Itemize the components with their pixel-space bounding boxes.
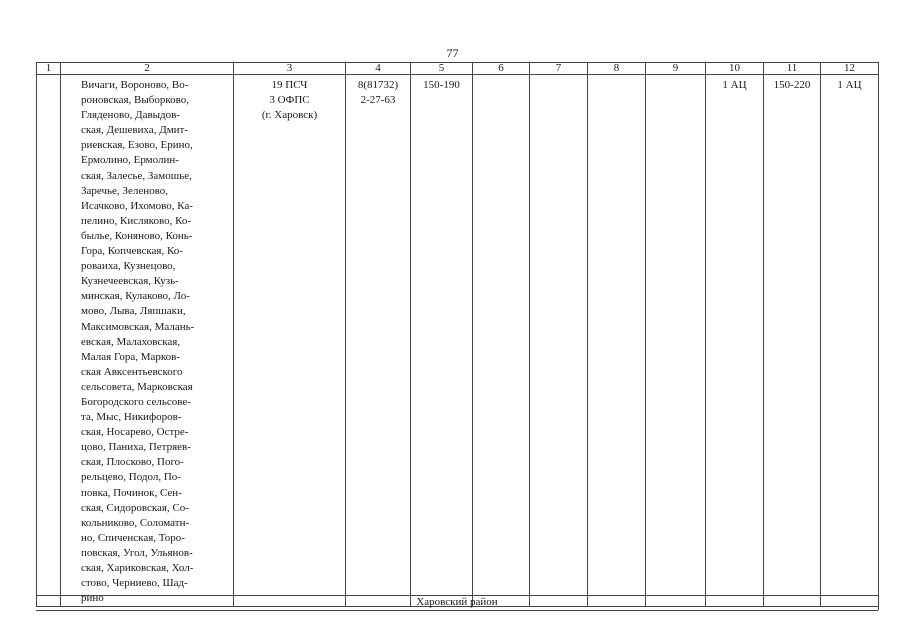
column-header-1: 1 — [37, 63, 61, 75]
cell-col-10: 1 АЦ — [706, 75, 764, 607]
cell-col-8 — [588, 75, 646, 607]
cell-settlements — [61, 75, 234, 607]
cell-col-12: 1 АЦ — [821, 75, 879, 607]
cell-col-5: 150-190 — [411, 75, 473, 607]
footer-bottom-line — [36, 610, 878, 611]
cell-fire-unit — [234, 75, 346, 607]
cell-col-6 — [473, 75, 530, 607]
cell-col-11: 150-220 — [764, 75, 821, 607]
column-header-11: 11 — [764, 63, 821, 75]
column-header-3: 3 — [234, 63, 346, 75]
fire-service-table — [36, 62, 879, 607]
table-row — [37, 75, 879, 607]
cell-col-9 — [646, 75, 706, 607]
column-header-12: 12 — [821, 63, 879, 75]
footer-region-label: Харовский район — [416, 596, 498, 608]
column-header-5: 5 — [411, 63, 473, 75]
cell-number — [37, 75, 61, 607]
column-header-9: 9 — [646, 63, 706, 75]
column-header-2: 2 — [61, 63, 234, 75]
cell-col-7 — [530, 75, 588, 607]
fire-unit-text: 19 ПСЧ 3 ОФПС (г. Харовск) — [261, 79, 318, 121]
column-header-8: 8 — [588, 63, 646, 75]
column-header-7: 7 — [530, 63, 588, 75]
fire-service-table-frame — [36, 62, 879, 610]
header-row — [37, 63, 879, 75]
column-header-4: 4 — [346, 63, 411, 75]
phone-text: 8(81732) 2-27-63 — [357, 79, 399, 106]
page-number: 77 — [446, 46, 459, 60]
cell-phone — [346, 75, 411, 607]
column-header-6: 6 — [473, 63, 530, 75]
column-header-10: 10 — [706, 63, 764, 75]
settlements-list: Вичаги, Вороново, Во- роновская, Выборково, Гляденово, Давыдов- ская, Дешевиха, Дмит- риевская, Езово, Ерино, Ермолино, Ермолин- ская, Залесье, Замошье, Заречье, Зеленово, Исачково, Ихомово, Ка- пелино, Кисляково, Ко- былье, Коняново, Конь- Гора, Копчевская, Ко- роваиха, Кузнецово, Кузнечеевская, Кузь- минская, Кулаково, Ло- мово, Лыва, Ляпшаки, Максимовская, Малань- евская, Малаховская, Малая Гора, Марков- ская Авксентьевского сельсовета, Марковская Богородского сельсове- та, Мыс, Никифоров- ская, Носарево, Остре- цово, Паниха, Петряев- ская, Плосково, Пого- рельцево, Подол, По- повка, Починок, Сен- ская, Сидоровская, Со- кольниково, Соломатн- но, Спиченская, Торо- повская, Угол, Ульянов- ская, Хариковская, Хол- стово, Черниево, Шад- рино — [81, 79, 195, 605]
